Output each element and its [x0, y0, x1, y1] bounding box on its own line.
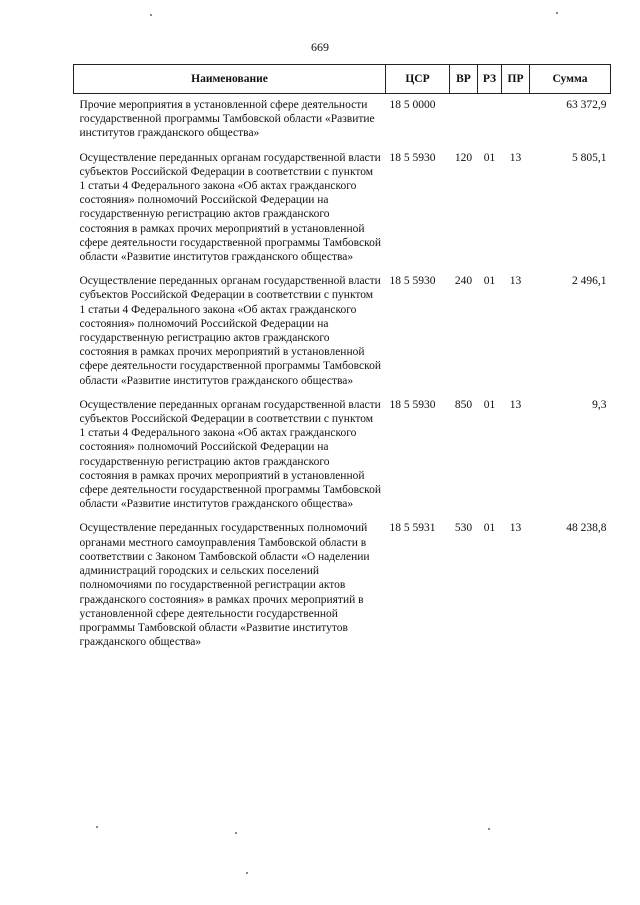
header-rz: РЗ — [478, 65, 502, 94]
row-vr — [450, 94, 478, 151]
row-csr: 18 5 5930 — [389, 151, 436, 164]
table-row — [74, 521, 611, 659]
row-sum: 5 805,1 — [572, 151, 607, 164]
header-vr: ВР — [450, 65, 478, 94]
table-body — [74, 94, 611, 660]
row-name: Прочие мероприятия в установленной сфере деятельности государственной программы Тамбовской области «Развитие институтов гражданского общества» — [79, 99, 375, 140]
row-pr: 13 — [509, 151, 522, 164]
header-csr: ЦСР — [386, 65, 450, 94]
row-rz: 01 — [483, 275, 496, 288]
table-row — [74, 94, 611, 151]
row-rz: 01 — [483, 398, 496, 411]
budget-table — [73, 64, 611, 659]
table-row — [74, 274, 611, 398]
table-header — [74, 65, 611, 94]
scan-speck — [246, 872, 248, 874]
row-name: Осуществление переданных органам государственной власти субъектов Российской Федерации в соответствии с пунктом 1 статьи 4 Федерального закона «Об актах гражданского состояния» полномочий Российской Федерации на государственную регистрацию актов гражданского состояния в рамках прочих мероприятий в установленной сфере деятельности государственной программы Тамбовской области «Развитие институтов гражданского общества» — [79, 398, 382, 511]
table-row — [74, 151, 611, 275]
scan-speck — [96, 826, 98, 828]
table-row — [74, 398, 611, 522]
scan-speck — [150, 14, 152, 16]
row-rz: 01 — [483, 151, 496, 164]
row-csr: 18 5 5930 — [389, 398, 436, 411]
row-name: Осуществление переданных государственных полномочий органами местного самоуправления Тамбовской области в соответствии с Законом Тамбовской области «О наделении администраций городских и сельских поселений полномочиями по государственной регистрации актов гражданского состояния» в рамках прочих мероприятий в установленной сфере деятельности государственной программы Тамбовской области «Развитие институтов гражданского общества» — [79, 522, 370, 649]
row-sum: 9,3 — [592, 398, 607, 411]
row-vr: 530 — [454, 522, 473, 535]
row-vr: 850 — [454, 398, 473, 411]
row-csr: 18 5 5930 — [389, 275, 436, 288]
scan-speck — [556, 12, 558, 14]
row-csr: 18 5 5931 — [389, 522, 436, 535]
row-pr: 13 — [509, 522, 522, 535]
row-sum: 63 372,9 — [566, 99, 607, 111]
scan-speck — [235, 832, 237, 834]
header-sum: Сумма — [530, 65, 611, 94]
row-sum: 2 496,1 — [572, 275, 607, 288]
page-number: 669 — [311, 40, 329, 54]
row-sum: 48 238,8 — [566, 522, 607, 535]
row-name: Осуществление переданных органам государственной власти субъектов Российской Федерации в соответствии с пунктом 1 статьи 4 Федерального закона «Об актах гражданского состояния» полномочий Российской Федерации на государственную регистрацию актов гражданского состояния в рамках прочих мероприятий в установленной сфере деятельности государственной программы Тамбовской области «Развитие институтов гражданского общества» — [79, 275, 382, 387]
row-pr: 13 — [509, 275, 522, 288]
header-pr: ПР — [502, 65, 530, 94]
row-rz — [478, 94, 502, 151]
row-pr — [502, 94, 530, 151]
row-pr: 13 — [509, 398, 522, 411]
row-vr: 120 — [454, 151, 473, 164]
scan-speck — [488, 828, 490, 830]
row-vr: 240 — [454, 275, 473, 288]
row-csr: 18 5 0000 — [389, 99, 436, 111]
row-name: Осуществление переданных органам государственной власти субъектов Российской Федерации в соответствии с пунктом 1 статьи 4 Федерального закона «Об актах гражданского состояния» полномочий Российской Федерации на государственную регистрацию актов гражданского состояния в рамках прочих мероприятий в установленной сфере деятельности государственной программы Тамбовской области «Развитие институтов гражданского общества» — [79, 151, 382, 264]
header-name: Наименование — [74, 65, 386, 94]
row-rz: 01 — [483, 522, 496, 535]
header-row — [74, 65, 611, 94]
